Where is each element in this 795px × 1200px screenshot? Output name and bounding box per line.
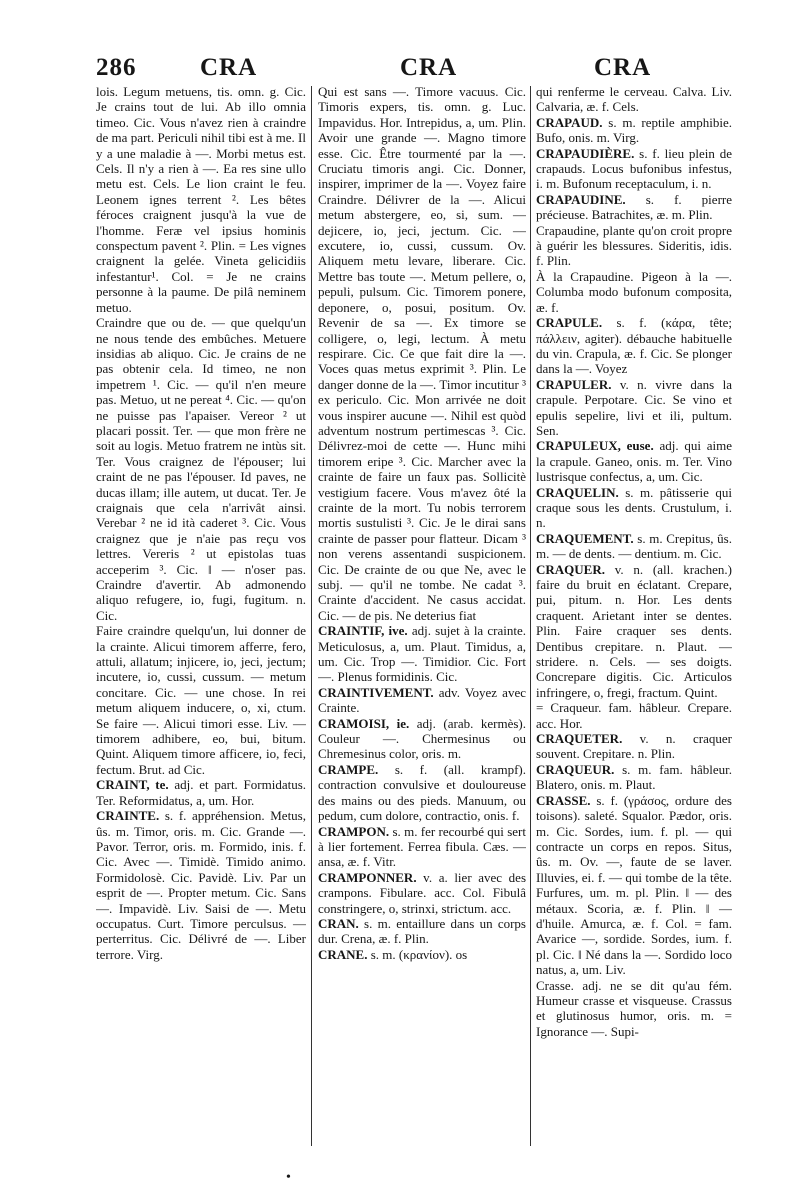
entry: CRAINTE. s. f. appréhension. Metus, ûs. m. Timor, oris. m. Cic. Grande —. Pavor. Terror, oris. m. Formido, inis. f. Cic. Avec —. Timidè. Timido animo. Formidolosè. Cic. Pavidè. Liv. Par un esprit de —. Propter metum. Cic. Sans —. Impavidè. Liv. Saisi de —. Metu occupatus. Curt. Timore perculsus. — perterritus. Cic. Délivré de —. Liber terrore. Virg. [96,808,306,962]
entry-headword: CRAQUEUR. [536,761,615,777]
entry: À la Crapaudine. Pigeon à la —. Columba modo bufonum composita, æ. f. [536,268,732,315]
running-headword-right: CRA [594,54,652,81]
entry: Craindre que ou de. — que quelqu'un ne nous tende des embûches. Metuere insidias ab aliquo. Cic. Je crains de ne pas obtenir cela. Id timeo, ne non impetrem ¹. Cic. — qu'il n'en meure pas. Metuo, ut ne pereat ⁴. Cic. — qu'on ne puisse pas l'apaiser. Vereor ² ut placari possit. Ter. — que mon frère ne soit au logis. Metuo fratrem ne intùs sit. Ter. Vous craignez de l'épouser; lui craint de ne pas l'épouser. Id paves, ne ducas illam; ille autem, ut ducat. Ter. Je craignais que cela n'arrivât ainsi. Verebar ² ne id ità caderet ³. Cic. Vous craignez que je n'aie pas reçu vos lettres. Vereris ² ut epistolas tuas acceperim ³. Cic. ‖ — n'oser pas. Craindre d'avertir. Ab admonendo aliquo refugere, io, fugi, fugitum. n. Cic. [96,315,306,623]
column-divider [311,86,312,1146]
entry: CRAMOISI, ie. adj. (arab. kermès). Couleur —. Chermesinus ou Chremesinus color, oris. m. [318,715,526,762]
running-header [0,48,795,88]
running-headword-center: CRA [400,54,458,81]
entry: CRAPULEUX, euse. adj. qui aime la crapule. Ganeo, onis. m. Ter. Vino lustrisque confectus, a, um. Cic. [536,438,732,485]
entry-headword: CRAINT, te. [96,777,169,793]
entry: CRANE. s. m. (κρανίον). os [318,946,468,962]
entry-headword: CRAQUEMENT. [536,530,634,546]
entry-headword: CRAINTE. [96,808,160,824]
entry: Faire craindre quelqu'un, lui donner de la crainte. Alicui timorem afferre, fero, attuli, allatum; injicere, io, jeci, jectum; incutere, io, cussi, cussum. — metum concitare. Cic. — une chose. In rei metum aliquem inducere, o, xi, ctum. Se faire —. Alicui timori esse. Liv. — timorem adhibere, eo, bui, bitum. Quint. Aliquem timore afficere, io, feci, fectum. Brut. ad Cic. [96,623,306,777]
entry-headword: CRAPULER. [536,376,612,392]
entry: CRAPAUDINE. s. f. pierre précieuse. Batrachites, æ. m. Plin. [536,191,732,223]
entry-headword: CRAPAUDIÈRE. [536,145,635,161]
entry: CRAPAUDIÈRE. s. f. lieu plein de crapauds. Locus bufonibus infestus, i. m. Bufonum receptaculum, i. n. [536,145,732,192]
entry: CRAQUEMENT. s. m. Crepitus, ûs. m. — de dents. — dentium. m. Cic. [536,530,732,562]
entry-headword: CRAMPE. [318,761,379,777]
entry-headword: CRASSE. [536,792,591,808]
entry: CRAMPE. s. f. (all. krampf). contraction convulsive et douloureuse des mains ou des pieds. Manuum, ou pedum, cum dolore, contractio, onis. f. [318,761,526,824]
entry: CRAINTIVEMENT. adv. Voyez avec Crainte. [318,684,526,716]
entry: CRAN. s. m. entaillure dans un corps dur. Crena, æ. f. Plin. [318,915,526,947]
entry: = Craqueur. fam. hâbleur. Crepare. acc. Hor. [536,700,732,731]
entry: CRAMPONNER. v. a. lier avec des crampons. Fibulare. acc. Col. Fibulâ constringere, o, strinxi, strictum. acc. [318,869,526,916]
entry: Qui est sans —. Timore vacuus. Cic. Timoris expers, tis. omn. g. Luc. Impavidus. Hor. Intrepidus, a, um. Plin. Avoir une grande —. Magno timore esse. Cic. Être tourmenté par la —. Cruciatu timoris angi. Cic. Donner, inspirer, imprimer de la —. Voyez faire Craindre. Délivrer de la —. Alicui metum abstergere, eo, si, sum. — dejicere, io, jeci, jectum. Cic. — excutere, io, cussi, cussum. Ov. Aliquem metu levare, liberare. Cic. Mettre bas toute —. Metum pellere, o, pepuli, pulsum. Cic. Timorem ponere, deponere, o, posui, positum. Ov. Revenir de sa —. Ex timore se colligere, o, legi, lectum. À metu respirare. Cic. Ce que fait dire la —. Voces quas metus exprimit ³. Plin. Le danger donne de la —. Timor incutitur ³ ex periculo. Cic. Mon arrivée ne doit vous inspirer aucune —. Nihil est quòd adventum nostrum pertimescas ³. Cic. Délivrez-moi de cette —. Hunc mihi timorem eripe ³. Cic. Marcher avec la crainte de faire un faux pas. Sollicitè vestigium facere. Vous m'avez ôté la crainte de la mort. Tu nobis terrorem mortis sustulisti ³. Cic. Je le dirai sans crainte de passer pour flatteur. Dicam ³ non verens assentandi suspicionem. Cic. De crainte de ou que Ne, avec le subj. — qu'il ne tombe. Ne cadat ³. Crainte d'accident. Ne casus accidat. Cic. — de pis. Ne deterius fiat [318,84,526,623]
page-number: 286 [96,54,137,81]
entry-headword: CRAINTIF, ive. [318,623,408,639]
entry: CRAPULE. s. f. (κάρα, tête; πάλλειν, agiter). débauche habituelle du vin. Crapula, æ. f. Cic. Se plonger dans la —. Voyez [536,315,732,377]
column-divider [530,86,531,1146]
entry: CRAQUELIN. s. m. pâtisserie qui craque sous les dents. Crustulum, i. n. [536,484,732,531]
entry: CRAQUER. v. n. (all. krachen.) faire du bruit en éclatant. Crepare, pui, pitum. n. Hor. Les dents craquent. Arietant inter se dentes. Plin. Faire craquer ses dents. Dentibus crepitare. n. Plaut. — stridere. n. Cels. — ses doigts. Concrepare digitis. Cic. Articulos infringere, o, fregi, fractum. Quint. [536,561,732,700]
entry: Crasse. adj. ne se dit qu'au fém. Humeur crasse et visqueuse. Crassus et glutinosus humor, oris. m. = Ignorance —. Supi- [536,977,732,1039]
entry: CRAQUEUR. s. m. fam. hâbleur. Blatero, onis. m. Plaut. [536,761,732,793]
entry: CRAINT, te. adj. et part. Formidatus. Ter. Reformidatus, a, um. Hor. [96,777,306,808]
entry: CRAQUETER. v. n. craquer souvent. Crepitare. n. Plin. [536,731,732,762]
entry: CRAINTIF, ive. adj. sujet à la crainte. Meticulosus, a, um. Plaut. Timidus, a, um. Cic. Trop —. Timidior. Cic. Fort —. Plenus formidinis. Cic. [318,623,526,685]
entry: Crapaudine, plante qu'on croit propre à guérir les blessures. Sideritis, idis. f. Plin. [536,222,732,269]
column-3 [536,84,732,1154]
entry-headword: CRAPULE. [536,315,603,331]
entry: lois. Legum metuens, tis. omn. g. Cic. Je crains tout de lui. Ab illo omnia timeo. Cic. Vous n'avez rien à craindre de ma part. Periculi nihil tibi est à me. Il y a une maladie à —. Morbi metus est. Cels. Il n'y a rien à —. Ea res sine ullo metu est. Cels. Le lion craint le feu. Leonem ignes terrent ². Les bêtes féroces craignent jusqu'à la vue de l'homme. Feræ vel ipsius hominis conspectum pavent ². Plin. = Les vignes craignent la gelée. Vineta gelicidiis infestantur¹. Col. = Je ne crains personne à la paume. De pilâ neminem metuo. [96,84,306,315]
entry-headword: CRAPAUD. [536,114,603,130]
entry: CRAPULER. v. n. vivre dans la crapule. Perpotare. Cic. Se vino et epulis sepelire, livi et ili, pultum. Sen. [536,376,732,438]
entry-headword: CRAINTIVEMENT. [318,684,434,700]
entry: CRASSE. s. f. (γράσος, ordure des toisons). saleté. Squalor. Pædor, oris. m. Cic. Sordes, ium. f. pl. — qui contracte un corps en repos. Situs, ûs. m. Ov. —, faute de se laver. Illuvies, ei. f. — qui tombe de la tête. Furfures, um. m. pl. Plin. ‖ — des métaux. Scoria, æ. f. Plin. ‖ — d'huile. Amurca, æ. f. Col. = fam. Avarice —, sordide. Sordes, ium. f. pl. Cic. ‖ Né dans la —. Sordido loco natus, a, um. Liv. [536,792,732,978]
entry-headword: CRAMOISI, ie. [318,715,410,731]
column-2 [318,84,526,1154]
entry-headword: CRAMPON. [318,823,390,839]
entry-headword: CRAPAUDINE. [536,191,626,207]
entry-headword: CRAQUELIN. [536,484,619,500]
entry-headword: CRAN. [318,915,359,931]
entry-headword: CRAMPONNER. [318,869,417,885]
running-headword-left: CRA [200,54,258,81]
entry-headword: CRANE. [318,946,368,962]
column-1 [96,84,306,1154]
entry-headword: CRAPULEUX, euse. [536,438,654,454]
footer-mark: • [286,1170,291,1185]
entry-headword: CRAQUER. [536,561,605,577]
entry: qui renferme le cerveau. Calva. Liv. Calvaria, æ. f. Cels. [536,84,732,115]
entry-headword: CRAQUETER. [536,731,623,747]
entry: CRAMPON. s. m. fer recourbé qui sert à lier fortement. Ferrea fibula. Cæs. — ansa, æ. f. Vitr. [318,823,526,870]
entry: CRAPAUD. s. m. reptile amphibie. Bufo, onis. m. Virg. [536,114,732,146]
